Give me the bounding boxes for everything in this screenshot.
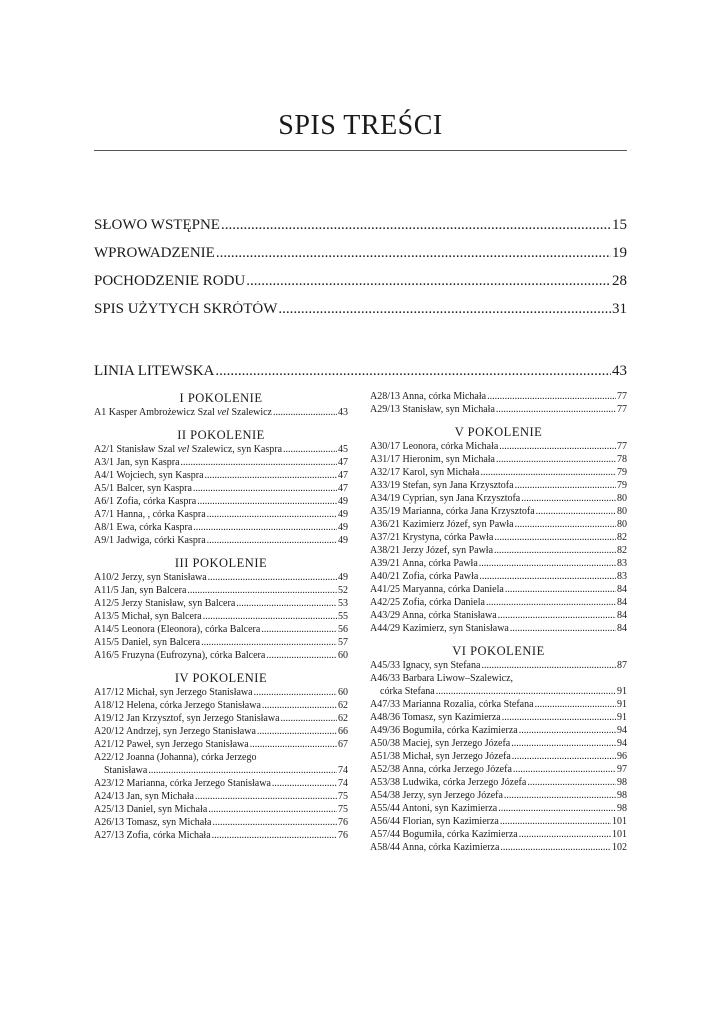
toc-entry-title: A25/13 Daniel, syn Michała	[94, 804, 208, 815]
toc-entry-title: LINIA LITEWSKA	[94, 363, 215, 379]
toc-entry-title: A47/33 Marianna Rozalia, córka Stefana	[370, 699, 534, 710]
toc-entry-page: 80	[617, 493, 627, 504]
dot-leader	[187, 584, 337, 597]
toc-entry[interactable]	[370, 763, 627, 776]
toc-entry[interactable]	[94, 597, 348, 610]
toc-entry-title: POCHODZENIE RODU	[94, 273, 246, 289]
toc-entry-page: 102	[612, 842, 627, 853]
toc-entry-page: 49	[338, 522, 348, 533]
dot-leader	[487, 390, 616, 403]
toc-entry-page: 83	[617, 571, 627, 582]
toc-entry[interactable]	[94, 482, 348, 495]
toc-entry-title: A2/1 Stanisław Szal vel Szalewicz, syn Kaspra	[94, 444, 283, 455]
toc-entry-page: 78	[617, 454, 627, 465]
toc-entry-title: A26/13 Tomasz, syn Michała	[94, 817, 212, 828]
toc-entry-page: 74	[338, 765, 348, 776]
toc-entry-linia-litewska[interactable]	[94, 363, 627, 391]
toc-entry-page: 43	[612, 363, 627, 379]
toc-entry-page: 19	[612, 245, 627, 261]
dot-leader	[510, 622, 616, 635]
toc-entry[interactable]	[370, 453, 627, 466]
dot-leader	[207, 508, 337, 521]
dot-leader	[481, 659, 616, 672]
toc-entry-page: 80	[617, 519, 627, 530]
toc-entry-page: 56	[338, 624, 348, 635]
toc-entry[interactable]	[94, 738, 348, 751]
toc-entry-page: 74	[338, 778, 348, 789]
dot-leader	[479, 557, 616, 570]
dot-leader	[193, 482, 337, 495]
toc-entry[interactable]	[370, 544, 627, 557]
toc-entry-title: A37/21 Krystyna, córka Pawła	[370, 532, 494, 543]
dot-leader	[207, 534, 337, 547]
toc-entry[interactable]	[94, 406, 348, 419]
generation-heading: I POKOLENIE	[179, 391, 263, 405]
toc-entry-title: A27/13 Zofia, córka Michała	[94, 830, 211, 841]
generation-section	[94, 555, 348, 662]
toc-entry[interactable]	[370, 698, 627, 711]
toc-entry-page: 66	[338, 726, 348, 737]
dot-leader	[535, 698, 616, 711]
generation-section	[94, 427, 348, 547]
toc-entry[interactable]	[94, 686, 348, 699]
toc-entry[interactable]	[94, 508, 348, 521]
toc-entry[interactable]	[94, 699, 348, 712]
toc-entry-page: 77	[617, 404, 627, 415]
dot-leader	[494, 531, 616, 544]
toc-entry-title: A44/29 Kazimierz, syn Stanisława	[370, 623, 509, 634]
generation-heading: II POKOLENIE	[177, 428, 265, 442]
toc-entry[interactable]	[94, 649, 348, 662]
dot-leader	[193, 521, 337, 534]
dot-leader	[281, 712, 337, 725]
dot-leader	[216, 245, 611, 262]
dot-leader	[436, 685, 616, 698]
toc-entry-page: 49	[338, 496, 348, 507]
toc-entry-title: A32/17 Karol, syn Michała	[370, 467, 480, 478]
toc-entry[interactable]	[94, 571, 348, 584]
toc-entry-title: A50/38 Maciej, syn Jerzego Józefa	[370, 738, 511, 749]
toc-entry-pochodzenie-rodu[interactable]	[94, 273, 627, 301]
generation-heading: III POKOLENIE	[174, 556, 268, 570]
toc-entry[interactable]	[94, 584, 348, 597]
toc-entry[interactable]	[370, 685, 627, 698]
toc-entry-page: 53	[338, 598, 348, 609]
toc-entry-title: A6/1 Zofia, córka Kaspra	[94, 496, 197, 507]
dot-leader	[215, 363, 611, 380]
toc-entry[interactable]	[94, 790, 348, 803]
generation-heading: V POKOLENIE	[454, 425, 543, 439]
toc-entry-page: 45	[338, 444, 348, 455]
toc-entry-page: 80	[617, 506, 627, 517]
toc-entry-page: 101	[612, 816, 627, 827]
toc-entry-title: A20/12 Andrzej, syn Jerzego Stanisława	[94, 726, 256, 737]
toc-entry[interactable]	[370, 659, 627, 672]
dot-leader	[498, 609, 616, 622]
toc-entry-page: 28	[612, 273, 627, 289]
toc-entry-page: 77	[617, 441, 627, 452]
dot-leader	[221, 217, 611, 234]
dot-leader	[201, 636, 337, 649]
dot-leader	[479, 570, 616, 583]
dot-leader	[266, 649, 337, 662]
toc-entry-title: A3/1 Jan, syn Kaspra	[94, 457, 180, 468]
toc-entry-title: A4/1 Wojciech, syn Kaspra	[94, 470, 204, 481]
toc-entry[interactable]	[94, 764, 348, 777]
toc-entry-title: A24/13 Jan, syn Michała	[94, 791, 194, 802]
dot-leader	[498, 802, 616, 815]
toc-entry[interactable]	[370, 403, 627, 416]
dot-leader	[208, 803, 337, 816]
toc-entry-title: A45/33 Ignacy, syn Stefana	[370, 660, 481, 671]
toc-entry-title: A19/12 Jan Krzysztof, syn Jerzego Stanisława	[94, 713, 280, 724]
page-title: SPIS TREŚCI	[278, 110, 443, 141]
toc-entry[interactable]	[94, 443, 348, 456]
toc-entry-spis-skrotow[interactable]	[94, 301, 627, 329]
toc-entry-page: 55	[338, 611, 348, 622]
toc-entry-title: A17/12 Michał, syn Jerzego Stanisława	[94, 687, 253, 698]
toc-entry-page: 84	[617, 610, 627, 621]
toc-entry-page: 94	[617, 725, 627, 736]
toc-entry-title: A10/2 Jerzy, syn Stanisława	[94, 572, 207, 583]
toc-entry[interactable]	[370, 815, 627, 828]
toc-entry-title: A13/5 Michał, syn Balcera	[94, 611, 202, 622]
toc-entry-page: 97	[617, 764, 627, 775]
toc-entry-page: 98	[617, 803, 627, 814]
toc-entry-title: córka Stefana	[380, 686, 435, 697]
dot-leader	[246, 273, 611, 290]
dot-leader	[208, 571, 337, 584]
toc-entry-page: 43	[338, 407, 348, 418]
toc-entry-title: A54/38 Jerzy, syn Jerzego Józefa	[370, 790, 503, 801]
toc-entry-title: A49/36 Bogumiła, córka Kazimierza	[370, 725, 518, 736]
toc-entry-title: A33/19 Stefan, syn Jana Krzysztofa	[370, 480, 514, 491]
toc-entry-page: 15	[612, 217, 627, 233]
toc-entry-title: A16/5 Fruzyna (Eufrozyna), córka Balcera	[94, 650, 266, 661]
toc-entry-title: A39/21 Anna, córka Pawła	[370, 558, 478, 569]
toc-entry-title: A42/25 Zofia, córka Daniela	[370, 597, 485, 608]
toc-entry-page: 84	[617, 597, 627, 608]
toc-entry[interactable]	[94, 623, 348, 636]
toc-entry-title: A56/44 Florian, syn Kazimierza	[370, 816, 499, 827]
toc-entry[interactable]	[370, 841, 627, 854]
dot-leader	[181, 456, 337, 469]
toc-entry-title: A14/5 Leonora (Eleonora), córka Balcera	[94, 624, 261, 635]
dot-leader	[496, 453, 616, 466]
toc-entry-page: 62	[338, 700, 348, 711]
dot-leader	[519, 828, 611, 841]
dot-leader	[261, 623, 337, 636]
toc-entry[interactable]	[370, 505, 627, 518]
dot-leader	[278, 301, 611, 318]
toc-entry[interactable]	[370, 466, 627, 479]
toc-entry-title: A57/44 Bogumiła, córka Kazimierza	[370, 829, 518, 840]
toc-entry-page: 87	[617, 660, 627, 671]
dot-leader	[502, 711, 616, 724]
toc-entry-title: A35/19 Marianna, córka Jana Krzysztofa	[370, 506, 535, 517]
toc-entry[interactable]	[94, 803, 348, 816]
toc-entry[interactable]	[370, 609, 627, 622]
dot-leader	[148, 764, 337, 777]
dot-leader	[505, 583, 616, 596]
dot-leader	[504, 789, 616, 802]
dot-leader	[273, 406, 337, 419]
dot-leader	[203, 610, 337, 623]
generation-section	[94, 670, 348, 842]
toc-entry-title: A52/38 Anna, córka Jerzego Józefa	[370, 764, 512, 775]
toc-entry-page: 60	[338, 687, 348, 698]
generation-section	[370, 424, 627, 635]
toc-entry-page: 91	[617, 686, 627, 697]
toc-entry[interactable]	[370, 596, 627, 609]
dot-leader	[205, 469, 337, 482]
toc-entry-title: A29/13 Stanisław, syn Michała	[370, 404, 495, 415]
toc-entry-page: 91	[617, 699, 627, 710]
toc-entry-page: 98	[617, 790, 627, 801]
generation-section	[370, 643, 627, 854]
toc-entry[interactable]	[370, 622, 627, 635]
generation-heading: VI POKOLENIE	[452, 644, 545, 658]
toc-entry[interactable]	[370, 789, 627, 802]
toc-entry-page: 47	[338, 470, 348, 481]
toc-entry[interactable]	[370, 711, 627, 724]
toc-entry[interactable]	[370, 479, 627, 492]
generation-heading: IV POKOLENIE	[174, 671, 268, 685]
toc-entry[interactable]	[370, 776, 627, 789]
toc-entry-title: A48/36 Tomasz, syn Kazimierza	[370, 712, 501, 723]
dot-leader	[197, 495, 337, 508]
toc-entry-page: 76	[338, 830, 348, 841]
toc-entry[interactable]	[370, 390, 627, 403]
toc-entry[interactable]	[94, 534, 348, 547]
toc-entry-title: A1 Kasper Ambrożewicz Szal vel Szalewicz	[94, 407, 272, 418]
title-divider	[94, 150, 627, 151]
toc-entry[interactable]	[370, 828, 627, 841]
dot-leader	[486, 596, 616, 609]
toc-entry-line: A46/33 Barbara Liwow–Szalewicz,	[370, 673, 514, 684]
dot-leader	[515, 518, 616, 531]
dot-leader	[536, 505, 616, 518]
front-matter-list	[94, 217, 627, 329]
toc-entry-slowo-wstepne[interactable]	[94, 217, 627, 245]
dot-leader	[513, 763, 616, 776]
toc-entry-page: 91	[617, 712, 627, 723]
toc-entry[interactable]	[94, 829, 348, 842]
toc-entry-title: A15/5 Daniel, syn Balcera	[94, 637, 201, 648]
toc-entry-title: SŁOWO WSTĘPNE	[94, 217, 220, 233]
dot-leader	[262, 699, 337, 712]
toc-entry[interactable]	[370, 724, 627, 737]
toc-entry-title: Stanisława	[104, 765, 148, 776]
toc-entry-title: A31/17 Hieronim, syn Michała	[370, 454, 495, 465]
toc-entry[interactable]	[94, 521, 348, 534]
toc-entry-page: 82	[617, 545, 627, 556]
toc-entry-title: A28/13 Anna, córka Michała	[370, 391, 487, 402]
toc-entry[interactable]	[370, 802, 627, 815]
toc-entry[interactable]	[94, 777, 348, 790]
dot-leader	[511, 737, 616, 750]
toc-entry[interactable]	[94, 816, 348, 829]
toc-entry-title: A41/25 Maryanna, córka Daniela	[370, 584, 504, 595]
toc-entry[interactable]	[94, 610, 348, 623]
toc-entry-title: A11/5 Jan, syn Balcera	[94, 585, 187, 596]
toc-entry-title: A43/29 Anna, córka Stanisława	[370, 610, 497, 621]
toc-entry-page: 101	[612, 829, 627, 840]
toc-entry-wprowadzenie[interactable]	[94, 245, 627, 273]
toc-entry[interactable]	[370, 440, 627, 453]
left-column	[94, 390, 348, 842]
toc-entry-page: 52	[338, 585, 348, 596]
dot-leader	[521, 492, 616, 505]
toc-entry-page: 83	[617, 558, 627, 569]
generation-section	[94, 390, 348, 419]
toc-entry-page: 47	[338, 457, 348, 468]
toc-entry[interactable]	[370, 518, 627, 531]
toc-entry-page: 49	[338, 509, 348, 520]
toc-entry-page: 79	[617, 480, 627, 491]
dot-leader	[519, 724, 616, 737]
dot-leader	[195, 790, 337, 803]
toc-entry-page: 79	[617, 467, 627, 478]
toc-entry[interactable]	[94, 456, 348, 469]
dot-leader	[212, 829, 337, 842]
dot-leader	[500, 841, 611, 854]
toc-entry-title: A36/21 Kazimierz Józef, syn Pawła	[370, 519, 514, 530]
dot-leader	[272, 777, 337, 790]
toc-entry-title: A8/1 Ewa, córka Kaspra	[94, 522, 193, 533]
toc-entry-line: A22/12 Joanna (Johanna), córka Jerzego	[94, 752, 257, 763]
toc-entry-page: 75	[338, 804, 348, 815]
toc-entry-title: A21/12 Paweł, syn Jerzego Stanisława	[94, 739, 249, 750]
toc-entry-title: A34/19 Cyprian, syn Jana Krzysztofa	[370, 493, 521, 504]
toc-entry[interactable]	[370, 750, 627, 763]
generation-section	[370, 390, 627, 416]
toc-entry-page: 94	[617, 738, 627, 749]
dot-leader	[250, 738, 337, 751]
toc-entry[interactable]	[370, 570, 627, 583]
toc-entry[interactable]	[370, 737, 627, 750]
toc-entry-page: 49	[338, 572, 348, 583]
toc-entry-title: A23/12 Marianna, córka Jerzego Stanisława	[94, 778, 271, 789]
toc-entry[interactable]	[94, 636, 348, 649]
dot-leader	[499, 440, 616, 453]
toc-entry-title: A5/1 Balcer, syn Kaspra	[94, 483, 192, 494]
toc-entry-page: 62	[338, 713, 348, 724]
toc-entry-page: 96	[617, 751, 627, 762]
toc-entry-title: A18/12 Helena, córka Jerzego Stanisława	[94, 700, 261, 711]
toc-entry-title: A53/38 Ludwika, córka Jerzego Józefa	[370, 777, 527, 788]
toc-entry-page: 77	[617, 391, 627, 402]
toc-entry-title: A9/1 Jadwiga, córki Kaspra	[94, 535, 206, 546]
toc-entry-page: 84	[617, 584, 627, 595]
dot-leader	[212, 816, 337, 829]
dot-leader	[512, 750, 616, 763]
dot-leader	[257, 725, 337, 738]
toc-entry-title: A51/38 Michał, syn Jerzego Józefa	[370, 751, 511, 762]
toc-entry[interactable]	[94, 469, 348, 482]
toc-entry[interactable]	[94, 712, 348, 725]
toc-entry-title: A38/21 Jerzy Józef, syn Pawła	[370, 545, 494, 556]
toc-entry-page: 75	[338, 791, 348, 802]
dot-leader	[236, 597, 337, 610]
toc-entry[interactable]	[370, 583, 627, 596]
toc-entry-title: WPROWADZENIE	[94, 245, 215, 261]
toc-entry-page: 76	[338, 817, 348, 828]
toc-entry-page: 84	[617, 623, 627, 634]
toc-entry[interactable]	[370, 557, 627, 570]
toc-entry-page: 60	[338, 650, 348, 661]
dot-leader	[494, 544, 616, 557]
toc-entry-page: 31	[612, 301, 627, 317]
toc-entry-title: A7/1 Hanna, , córka Kaspra	[94, 509, 206, 520]
toc-entry-title: A55/44 Antoni, syn Kazimierza	[370, 803, 498, 814]
toc-entry[interactable]	[370, 492, 627, 505]
dot-leader	[254, 686, 337, 699]
toc-entry-page: 57	[338, 637, 348, 648]
toc-entry-title: A40/21 Zofia, córka Pawła	[370, 571, 479, 582]
dot-leader	[527, 776, 616, 789]
right-column	[370, 390, 627, 854]
toc-entry-page: 47	[338, 483, 348, 494]
dot-leader	[496, 403, 616, 416]
toc-entry[interactable]	[370, 531, 627, 544]
dot-leader	[515, 479, 616, 492]
toc-entry-page: 82	[617, 532, 627, 543]
dot-leader	[500, 815, 611, 828]
toc-entry-title: SPIS UŻYTYCH SKRÓTÓW	[94, 301, 278, 317]
dot-leader	[283, 443, 337, 456]
toc-entry-title: A58/44 Anna, córka Kazimierza	[370, 842, 500, 853]
dot-leader	[480, 466, 616, 479]
toc-entry-title: A30/17 Leonora, córka Michała	[370, 441, 499, 452]
toc-entry-title: A12/5 Jerzy Stanisław, syn Balcera	[94, 598, 236, 609]
toc-entry-page: 49	[338, 535, 348, 546]
toc-entry-page: 98	[617, 777, 627, 788]
toc-entry-page: 67	[338, 739, 348, 750]
toc-entry[interactable]	[94, 725, 348, 738]
toc-entry[interactable]	[94, 495, 348, 508]
